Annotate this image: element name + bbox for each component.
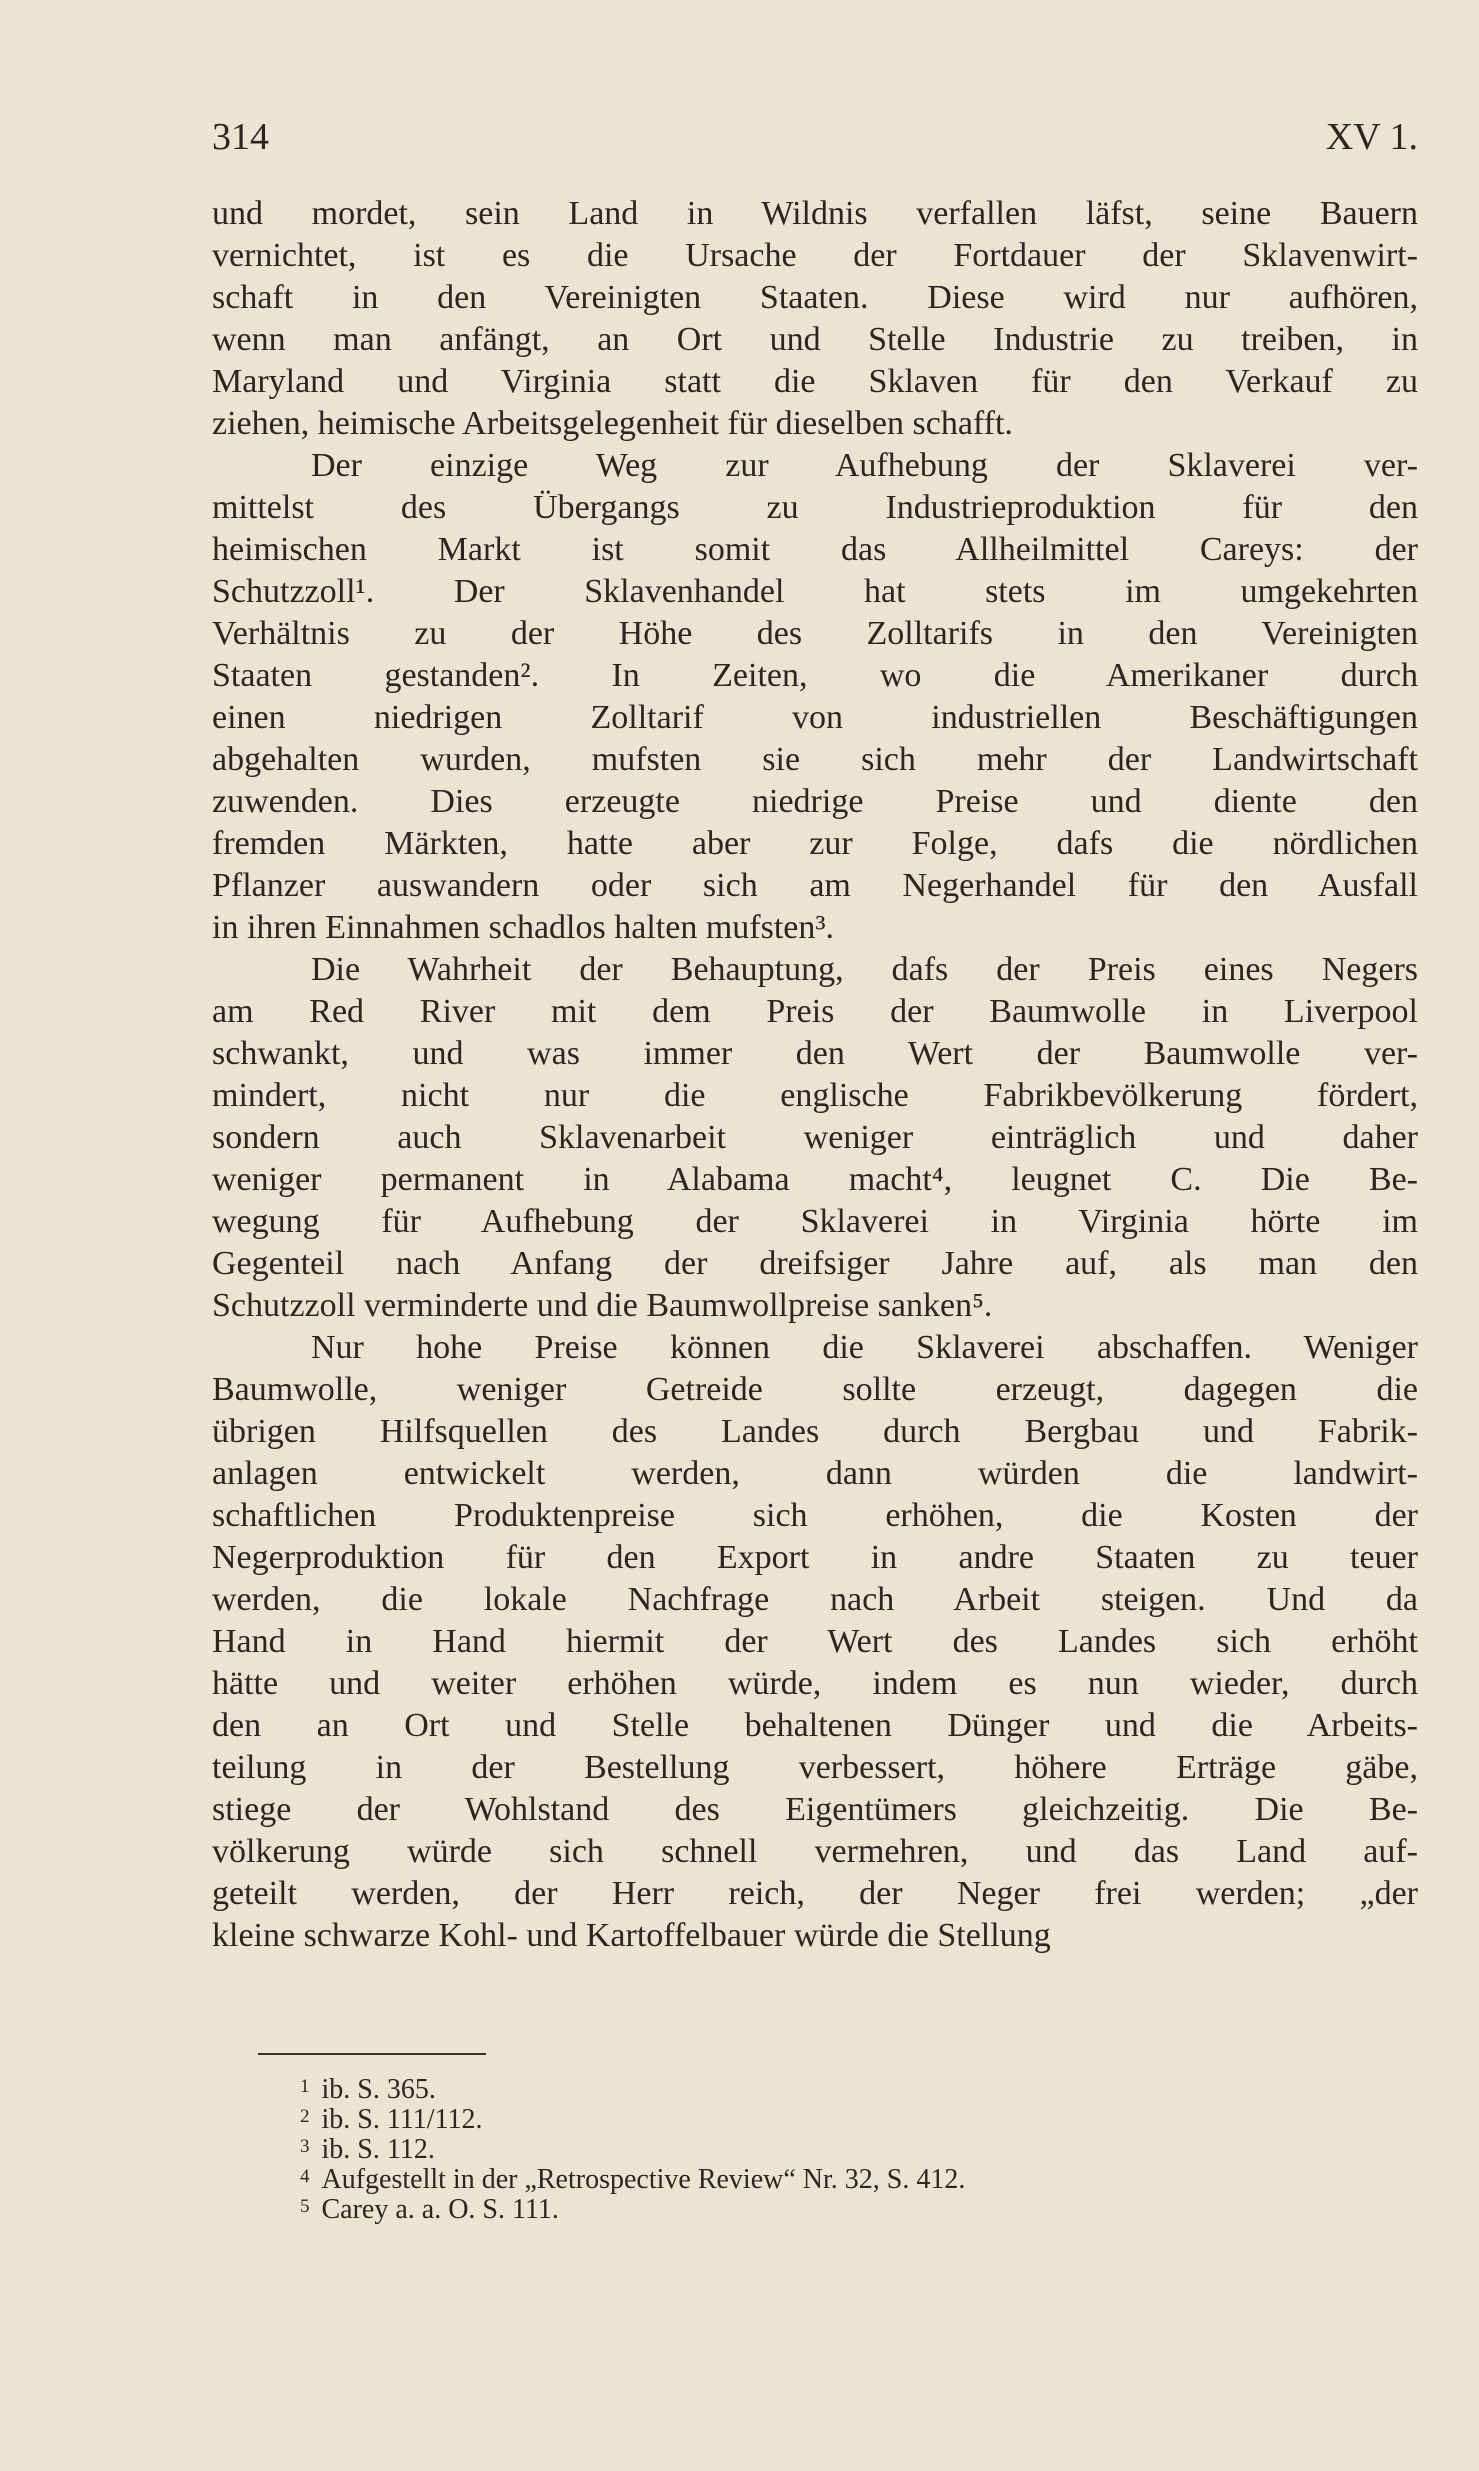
text-line: Schutzzoll verminderte und die Baumwollpreise sanken⁵. <box>212 1287 993 1324</box>
text-line: hätte und weiter erhöhen würde, indem es nun wieder, durch <box>212 1665 1418 1702</box>
text-line: werden, die lokale Nachfrage nach Arbeit steigen. Und da <box>212 1581 1418 1618</box>
text-line: zuwenden. Dies erzeugte niedrige Preise und diente den <box>212 783 1418 820</box>
text-line: vernichtet, ist es die Ursache der Fortdauer der Sklavenwirt- <box>212 237 1418 274</box>
footnote-mark: 2 <box>300 2106 310 2127</box>
text-line: Maryland und Virginia statt die Sklaven für den Verkauf zu <box>212 363 1418 400</box>
page-number: 314 <box>212 116 269 158</box>
footnote-mark: 5 <box>300 2196 310 2217</box>
text-line: schaft in den Vereinigten Staaten. Diese wird nur aufhören, <box>212 279 1418 316</box>
text-line: wegung für Aufhebung der Sklaverei in Virginia hörte im <box>212 1203 1418 1240</box>
footnote-separator <box>258 2053 486 2055</box>
footnote-text: ib. S. 365. <box>321 2074 436 2105</box>
text-line: fremden Märkten, hatte aber zur Folge, dafs die nördlichen <box>212 825 1418 862</box>
text-line: wenn man anfängt, an Ort und Stelle Industrie zu treiben, in <box>212 321 1418 358</box>
text-line: am Red River mit dem Preis der Baumwolle in Liverpool <box>212 993 1418 1030</box>
text-line: schaftlichen Produktenpreise sich erhöhen, die Kosten der <box>212 1497 1418 1534</box>
text-line: sondern auch Sklavenarbeit weniger einträglich und daher <box>212 1119 1418 1156</box>
footnote <box>300 2192 1400 2225</box>
text-line: Schutzzoll¹. Der Sklavenhandel hat stets im umgekehrten <box>212 573 1418 610</box>
text-line: ziehen, heimische Arbeitsgelegenheit für dieselben schafft. <box>212 405 1013 442</box>
footnote-mark: 3 <box>300 2136 310 2157</box>
section-marker: XV 1. <box>1325 116 1418 158</box>
text-line: übrigen Hilfsquellen des Landes durch Bergbau und Fabrik- <box>212 1413 1418 1450</box>
text-line: mindert, nicht nur die englische Fabrikbevölkerung fördert, <box>212 1077 1418 1114</box>
footnote-text: Carey a. a. O. S. 111. <box>321 2194 559 2225</box>
text-line: kleine schwarze Kohl- und Kartoffelbauer würde die Stellung <box>212 1917 1051 1954</box>
text-line: Die Wahrheit der Behauptung, dafs der Preis eines Negers <box>311 951 1418 988</box>
footnote-text: ib. S. 112. <box>321 2134 435 2165</box>
footnote <box>300 2072 1400 2105</box>
text-line: Hand in Hand hiermit der Wert des Landes sich erhöht <box>212 1623 1418 1660</box>
text-line: schwankt, und was immer den Wert der Baumwolle ver- <box>212 1035 1418 1072</box>
text-line: teilung in der Bestellung verbessert, höhere Erträge gäbe, <box>212 1749 1418 1786</box>
text-line: Verhältnis zu der Höhe des Zolltarifs in den Vereinigten <box>212 615 1418 652</box>
text-line: weniger permanent in Alabama macht⁴, leugnet C. Die Be- <box>212 1161 1418 1198</box>
text-line: völkerung würde sich schnell vermehren, und das Land auf- <box>212 1833 1418 1870</box>
running-header <box>212 112 1418 162</box>
text-line: einen niedrigen Zolltarif von industriellen Beschäftigungen <box>212 699 1418 736</box>
text-line: Gegenteil nach Anfang der dreifsiger Jahre auf, als man den <box>212 1245 1418 1282</box>
text-line: geteilt werden, der Herr reich, der Neger frei werden; „der <box>212 1875 1418 1912</box>
footnote-text: ib. S. 111/112. <box>321 2104 483 2135</box>
text-line: stiege der Wohlstand des Eigentümers gleichzeitig. Die Be- <box>212 1791 1418 1828</box>
text-line: Staaten gestanden². In Zeiten, wo die Amerikaner durch <box>212 657 1418 694</box>
footnotes <box>300 2072 1400 2225</box>
footnote-mark: 4 <box>300 2166 310 2187</box>
footnote <box>300 2132 1400 2165</box>
text-line: Pflanzer auswandern oder sich am Negerhandel für den Ausfall <box>212 867 1418 904</box>
footnote-text: Aufgestellt in der „Retrospective Review“ Nr. 32, S. 412. <box>321 2164 966 2195</box>
text-line: in ihren Einnahmen schadlos halten mufsten³. <box>212 909 835 946</box>
text-line: Nur hohe Preise können die Sklaverei abschaffen. Weniger <box>311 1329 1418 1366</box>
text-line: Baumwolle, weniger Getreide sollte erzeugt, dagegen die <box>212 1371 1418 1408</box>
text-line: Negerproduktion für den Export in andre Staaten zu teuer <box>212 1539 1418 1576</box>
text-line: den an Ort und Stelle behaltenen Dünger und die Arbeits- <box>212 1707 1418 1744</box>
text-line: heimischen Markt ist somit das Allheilmittel Careys: der <box>212 531 1418 568</box>
main-text <box>212 193 1418 1957</box>
footnote <box>300 2102 1400 2135</box>
footnote <box>300 2162 1400 2195</box>
text-line: abgehalten wurden, mufsten sie sich mehr der Landwirtschaft <box>212 741 1418 778</box>
text-line: anlagen entwickelt werden, dann würden die landwirt- <box>212 1455 1418 1492</box>
footnote-mark: 1 <box>300 2076 310 2097</box>
text-line: Der einzige Weg zur Aufhebung der Sklaverei ver- <box>311 447 1418 484</box>
text-line: und mordet, sein Land in Wildnis verfallen läfst, seine Bauern <box>212 195 1418 232</box>
text-line: mittelst des Übergangs zu Industrieproduktion für den <box>212 489 1418 526</box>
